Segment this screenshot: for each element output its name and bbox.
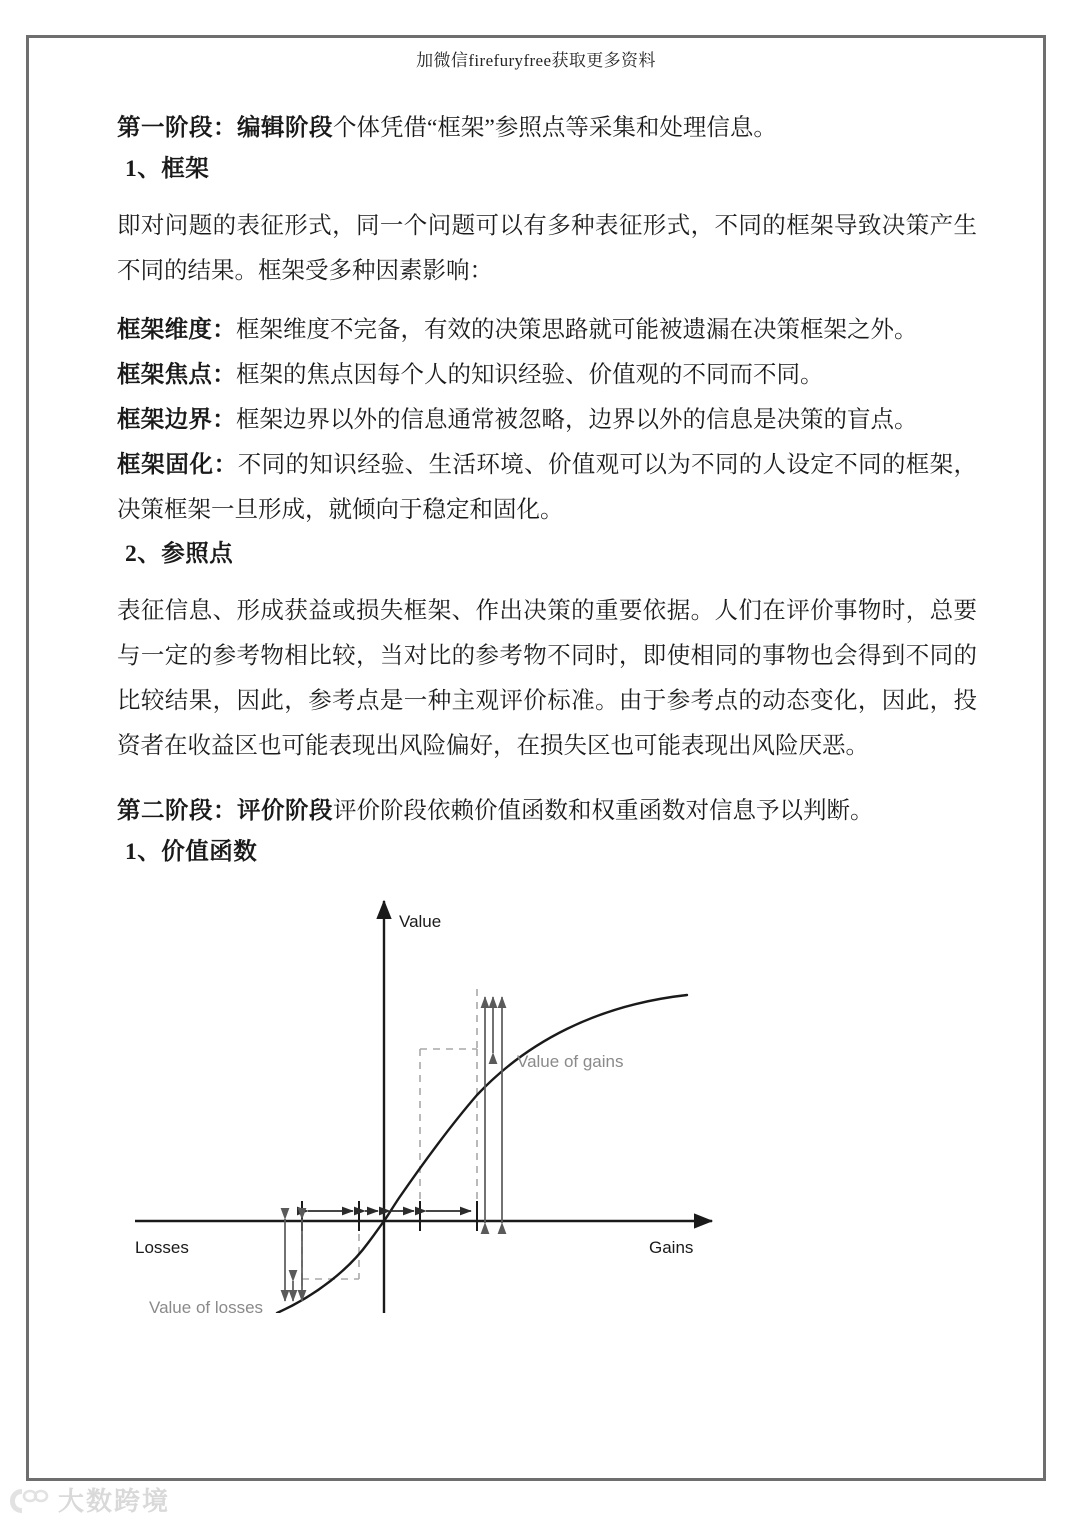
document-page bbox=[26, 35, 1046, 1481]
list-item bbox=[117, 308, 977, 353]
list-item bbox=[117, 443, 977, 533]
definition-term: 框架固化： bbox=[117, 452, 238, 478]
list-item bbox=[117, 398, 977, 443]
section-2-1-heading: 1、价值函数 bbox=[125, 839, 258, 865]
definition-term: 框架维度： bbox=[117, 317, 236, 343]
section-1-1-heading: 1、框架 bbox=[125, 156, 210, 182]
y-axis-label: Value bbox=[399, 912, 442, 931]
spacer bbox=[117, 769, 977, 791]
value-function-curve bbox=[277, 995, 687, 1313]
spacer bbox=[117, 575, 977, 589]
value-function-chart bbox=[127, 883, 727, 1313]
definition-description: 框架的焦点因每个人的知识经验、价值观的不同而不同。 bbox=[236, 362, 824, 388]
page-header: 加微信firefuryfree获取更多资料 bbox=[416, 51, 656, 70]
spacer bbox=[117, 190, 977, 204]
spacer bbox=[117, 294, 977, 308]
stage-two-heading bbox=[117, 791, 977, 831]
section-1-2-heading: 2、参照点 bbox=[125, 541, 234, 567]
loss-guide-lines bbox=[302, 1221, 359, 1301]
definition-term: 框架边界： bbox=[117, 407, 236, 433]
stage-two-heading-text: 评价阶段依赖价值函数和权重函数对信息予以判断。 bbox=[333, 798, 874, 824]
paragraph-frame-definition: 即对问题的表征形式，同一个问题可以有多种表征形式，不同的框架导致决策产生不同的结果。框架受多种因素影响： bbox=[117, 213, 977, 284]
annotation-value-of-gains: Value of gains bbox=[517, 1052, 624, 1071]
paragraph-reference-point: 表征信息、形成获益或损失框架、作出决策的重要依据。人们在评价事物时，总要与一定的参考物相比较，当对比的参考物不同时，即使相同的事物也会得到不同的比较结果，因此，参考点是一种主观评价标准。由于参考点的动态变化，因此，投资者在收益区也可能表现出风险偏好，在损失区也可能表现出风险厌恶。 bbox=[117, 598, 977, 759]
list-item bbox=[117, 353, 977, 398]
annotation-value-of-losses: Value of losses bbox=[149, 1298, 264, 1313]
stage-one-heading-bold: 第一阶段：编辑阶段 bbox=[117, 115, 333, 141]
watermark-text: 大数跨境 bbox=[58, 1486, 171, 1516]
value-of-losses-arrows bbox=[285, 1219, 302, 1301]
stage-two-heading-bold: 第二阶段：评价阶段 bbox=[117, 798, 333, 824]
definition-description: 框架边界以外的信息通常被忽略，边界以外的信息是决策的盲点。 bbox=[236, 407, 918, 433]
x-axis-label-gains: Gains bbox=[649, 1238, 694, 1257]
brand-logo-icon bbox=[8, 1485, 50, 1515]
stage-one-heading-text: 个体凭借“框架”参照点等采集和处理信息。 bbox=[333, 115, 777, 141]
definition-description: 不同的知识经验、生活环境、价值观可以为不同的人设定不同的框架，决策框架一旦形成，就倾向于稳定和固化。 bbox=[117, 452, 978, 523]
document-body bbox=[117, 108, 977, 1313]
watermark bbox=[8, 1481, 170, 1518]
x-axis-label-losses: Losses bbox=[135, 1238, 189, 1257]
value-of-gains-arrows bbox=[485, 997, 502, 1223]
axis-tick-marks bbox=[302, 1201, 477, 1231]
stage-one-heading bbox=[117, 108, 977, 148]
definition-description: 框架维度不完备，有效的决策思路就可能被遗漏在决策框架之外。 bbox=[236, 317, 918, 343]
figure-value-function bbox=[117, 883, 977, 1313]
definition-term: 框架焦点： bbox=[117, 362, 236, 388]
frame-factor-list bbox=[117, 308, 977, 533]
